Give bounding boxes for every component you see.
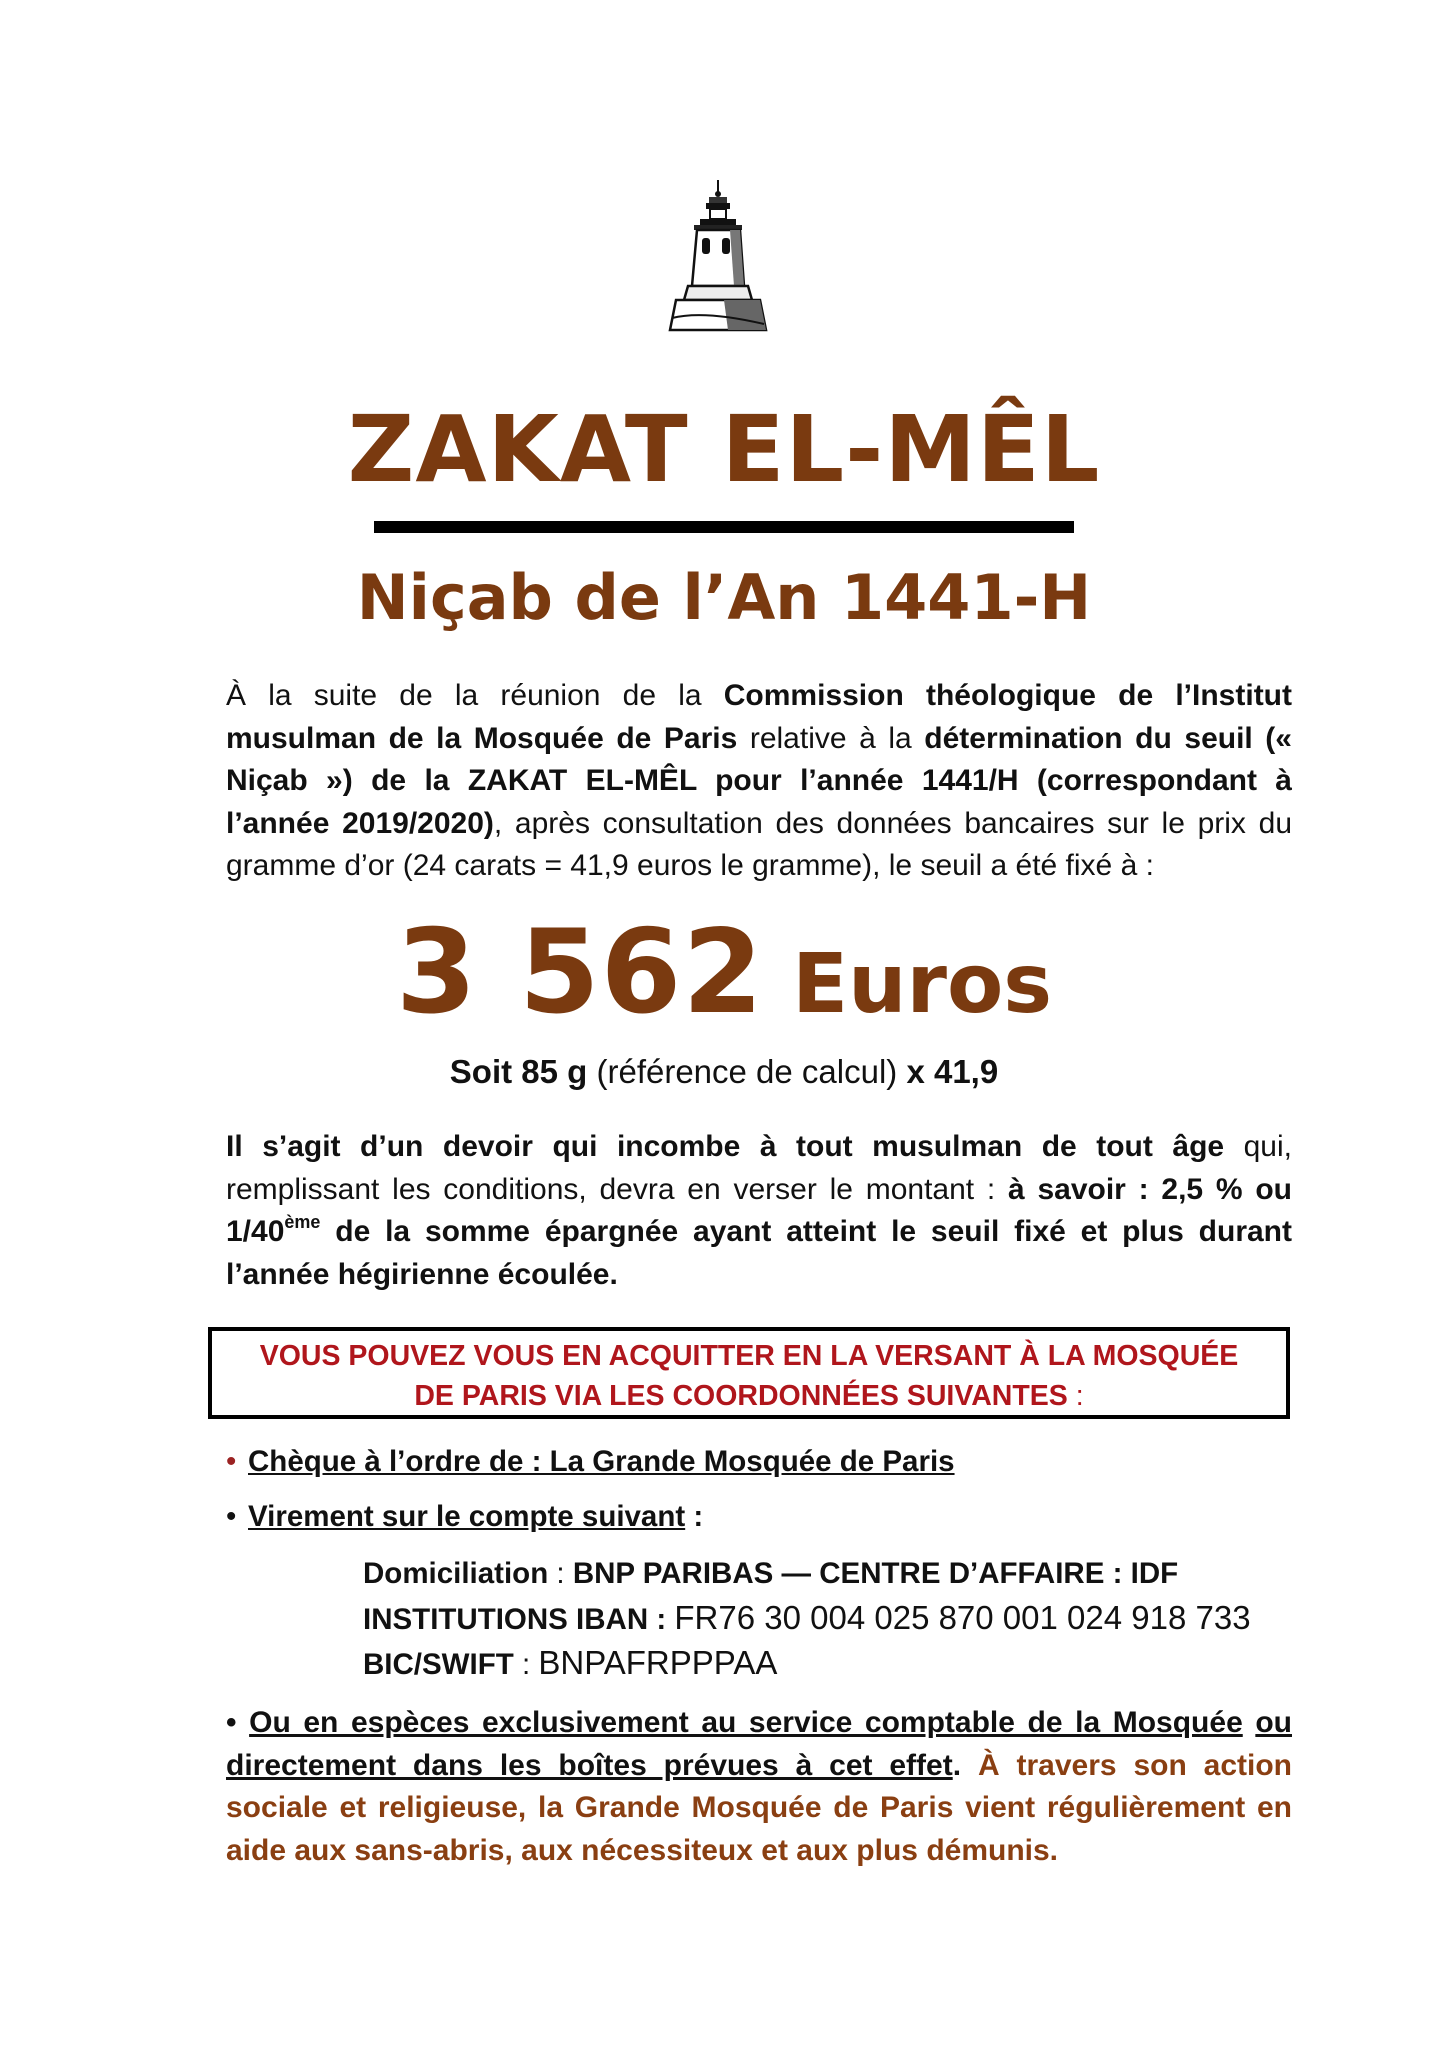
mosque-minaret-icon: [664, 178, 770, 338]
payment-notice-box: [208, 1327, 1290, 1419]
bullet-icon: •: [226, 1706, 237, 1739]
page-subtitle: Niçab de l’An 1441-H: [356, 561, 1092, 634]
nisab-amount: [0, 905, 1448, 1040]
bullet-icon: •: [226, 1445, 237, 1478]
amount-number: 3 562: [395, 905, 765, 1040]
title-divider: [374, 521, 1074, 533]
amount-currency: Euros: [792, 937, 1053, 1032]
duty-paragraph: Il s’agit d’un devoir qui incombe à tout musulman de tout âge qui, remplissant les conditions, devra en verser le montant : à savoir : 2,5 % ou 1/40ème de la somme épargnée ayant atteint le seuil fixé et plus durant l’année hégirienne écoulée.: [226, 1130, 1292, 1291]
notice-line-2: DE PARIS VIA LES COORDONNÉES SUIVANTES :: [414, 1380, 1084, 1412]
bank-bic: BIC/SWIFT : BNPAFRPPPAA: [363, 1644, 778, 1681]
bank-iban: INSTITUTIONS IBAN : FR76 30 004 025 870 001 024 918 733: [363, 1599, 1251, 1636]
list-item-cash: • Ou en espèces exclusivement au service comptable de la Mosquée ou directement dans les boîtes prévues à cet effet. À travers son action sociale et religieuse, la Grande Mosquée de Paris vient régulièrement en aide aux sans-abris, aux nécessiteux et aux plus démunis.: [226, 1706, 1292, 1867]
list-item-transfer: • Virement sur le compte suivant :: [226, 1497, 703, 1537]
notice-line-1: VOUS POUVEZ VOUS EN ACQUITTER EN LA VERSANT À LA MOSQUÉE: [259, 1340, 1239, 1372]
page-title: ZAKAT EL-MÊL: [347, 396, 1101, 503]
list-item-cheque: • Chèque à l’ordre de : La Grande Mosquée de Paris: [226, 1442, 955, 1482]
calculation-line: Soit 85 g (référence de calcul) x 41,9: [449, 1053, 999, 1090]
bullet-icon: •: [226, 1500, 237, 1533]
intro-paragraph: À la suite de la réunion de la Commission théologique de l’Institut musulman de la Mosquée de Paris relative à la détermination du seuil (« Niçab ») de la ZAKAT EL-MÊL pour l’année 1441/H (correspondant à l’année 2019/2020), après consultation des données bancaires sur le prix du gramme d’or (24 carats = 41,9 euros le gramme), le seuil a été fixé à :: [226, 679, 1292, 882]
bank-domiciliation: Domiciliation : BNP PARIBAS — CENTRE D’AFFAIRE : IDF: [363, 1557, 1179, 1590]
